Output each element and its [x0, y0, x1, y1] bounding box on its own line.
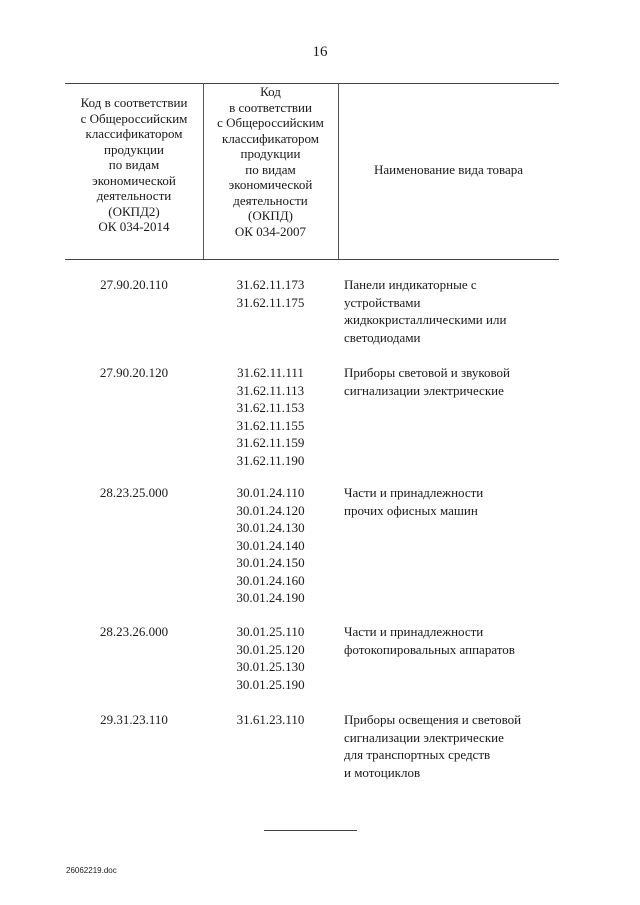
okpd-codes	[203, 711, 338, 729]
okpd-code: 30.01.25.190	[236, 676, 305, 692]
header-okpd2	[65, 95, 203, 235]
product-name	[344, 276, 559, 346]
product-name	[344, 484, 559, 519]
okpd-code: 30.01.25.130	[236, 659, 305, 674]
header-line: Код в соответствии	[80, 95, 188, 110]
okpd-code: 30.01.24.140	[236, 537, 305, 553]
product-name-line: сигнализации электрические	[344, 729, 504, 745]
header-line: классификатором	[222, 130, 319, 146]
header-line: с Общероссийским	[217, 115, 324, 130]
product-name-line: светодиодами	[344, 329, 421, 345]
okpd-code: 31.62.11.153	[236, 400, 305, 415]
header-line: по видам	[108, 157, 160, 172]
okpd2-code: 28.23.25.000	[99, 485, 169, 500]
product-name-line: Части и принадлежности	[344, 624, 484, 639]
product-name-line: для транспортных средств	[344, 747, 491, 762]
product-name-line: устройствами	[344, 294, 421, 310]
header-line: деятельности	[96, 188, 172, 203]
okpd-code: 31.62.11.155	[236, 417, 305, 433]
product-name-line: сигнализации электрические	[344, 382, 504, 398]
header-line: продукции	[104, 141, 164, 157]
okpd-codes	[203, 623, 338, 693]
product-name	[344, 364, 559, 399]
okpd-code: 30.01.25.120	[236, 641, 305, 657]
product-name-line: Панели индикаторные с	[344, 277, 477, 292]
header-okpd	[203, 84, 338, 239]
okpd-code: 31.62.11.113	[236, 382, 305, 398]
product-name	[344, 623, 559, 658]
header-line: экономической	[228, 177, 313, 192]
header-line: Код	[260, 84, 281, 99]
page-number: 16	[312, 44, 328, 60]
okpd2-code: 28.23.26.000	[99, 624, 169, 639]
okpd-code: 31.62.11.175	[236, 294, 305, 310]
okpd-code: 30.01.24.160	[236, 572, 305, 588]
product-name-line: Приборы световой и звуковой	[344, 365, 511, 380]
okpd-codes	[203, 484, 338, 607]
okpd-code: 30.01.25.110	[236, 624, 305, 639]
okpd-code: 30.01.24.190	[236, 590, 305, 605]
okpd-codes	[203, 276, 338, 311]
okpd2-code: 27.90.20.110	[100, 277, 168, 292]
product-name-line: Приборы освещения и световой	[344, 712, 522, 727]
okpd-codes	[203, 364, 338, 469]
header-line: по видам	[245, 161, 296, 177]
product-name-line: и мотоциклов	[344, 764, 421, 780]
header-line: деятельности	[233, 192, 308, 208]
header-line: продукции	[240, 146, 301, 161]
header-line: классификатором	[85, 126, 183, 141]
product-name-line: прочих офисных машин	[344, 502, 478, 518]
product-name-line: фотокопировальных аппаратов	[344, 641, 515, 657]
header-line: (ОКПД2)	[108, 203, 160, 219]
okpd2-code: 27.90.20.120	[99, 365, 169, 380]
okpd-code: 31.62.11.173	[236, 277, 305, 292]
footer-divider	[264, 830, 357, 831]
header-line: с Общероссийским	[80, 110, 188, 126]
header-line: Наименование вида товара	[374, 162, 523, 177]
okpd-code: 31.62.11.159	[236, 435, 305, 450]
header-line: экономической	[92, 172, 176, 188]
okpd2-code: 29.31.23.110	[100, 712, 168, 727]
product-name-line: жидкокристаллическими или	[344, 312, 507, 327]
header-line: ОК 034-2014	[98, 219, 170, 234]
product-name	[344, 711, 559, 781]
product-name-line: Части и принадлежности	[344, 485, 484, 500]
header-product-name	[338, 162, 559, 178]
okpd-code: 31.62.11.111	[237, 365, 304, 380]
header-line: в соответствии	[229, 99, 312, 115]
header-line: (ОКПД)	[248, 208, 293, 223]
okpd-code: 30.01.24.120	[236, 502, 305, 518]
okpd-code: 31.62.11.190	[236, 452, 305, 468]
okpd-code: 30.01.24.110	[236, 485, 305, 500]
table-header-bottom-border	[65, 259, 559, 260]
okpd-code: 30.01.24.130	[236, 520, 305, 535]
okpd-code: 30.01.24.150	[236, 555, 305, 570]
okpd-code: 31.61.23.110	[236, 712, 305, 727]
footer-filename: 26062219.doc	[66, 866, 117, 875]
header-line: ОК 034-2007	[234, 223, 307, 239]
